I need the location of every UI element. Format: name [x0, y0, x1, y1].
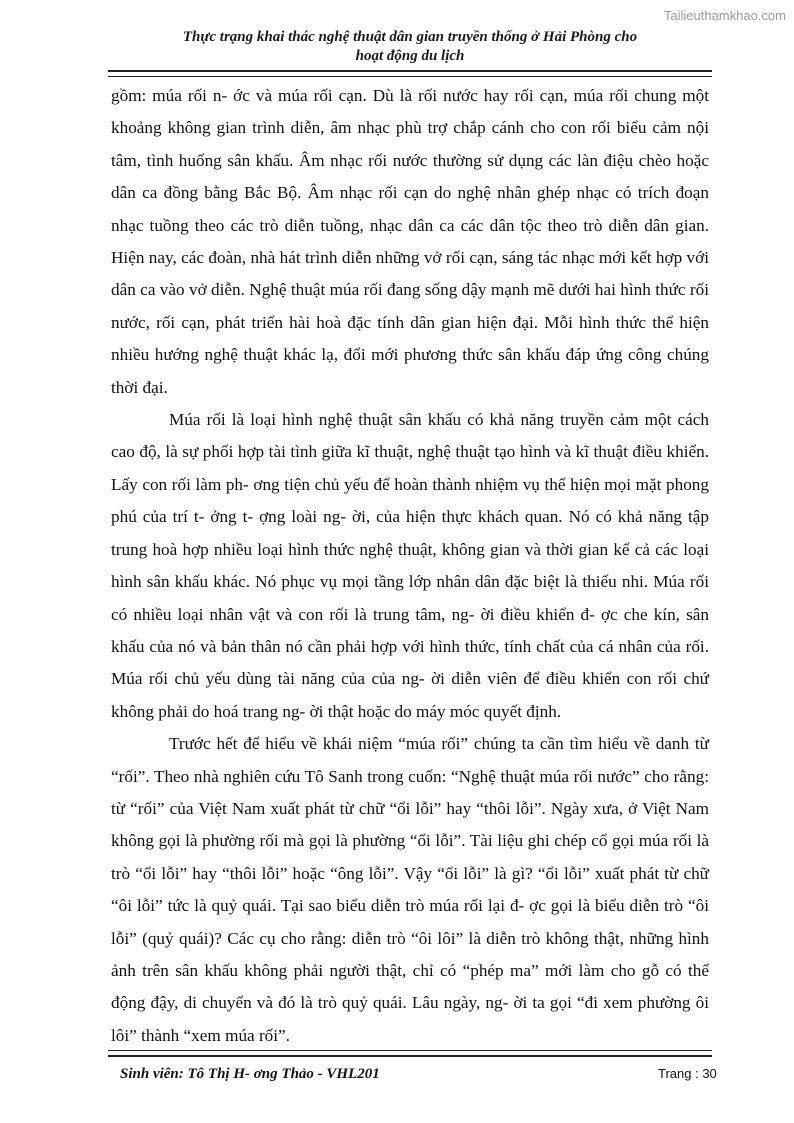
header-divider [108, 70, 712, 77]
paragraph-1: gồm: múa rối n- ớc và múa rối cạn. Dù là rối nước hay rối cạn, múa rối chung một khoảng không gian trình diễn, âm nhạc phù trợ chắp cánh cho con rối biểu cảm nội tâm, tình huống sân khấu. Âm nhạc rối nước thường sử dụng các làn điệu chèo hoặc dân ca đồng bằng Bắc Bộ. Âm nhạc rối cạn do nghệ nhân ghép nhạc có trích đoạn nhạc tuồng theo các trò diễn tuồng, nhạc dân ca các dân tộc theo trò diễn dân gian. Hiện nay, các đoàn, nhà hát trình diễn những vở rối cạn, sáng tác nhạc mới kết hợp với dân ca vào vở diễn. Nghệ thuật múa rối đang sống dậy mạnh mẽ dưới hai hình thức rối nước, rối cạn, phát triển hài hoà đặc tính dân gian hiện đại. Mỗi hình thức thể hiện nhiều hướng nghệ thuật khác lạ, đổi mới phương thức sân khấu đáp ứng công chúng thời đại. [111, 86, 709, 397]
paragraph-3: Trước hết để hiểu về khái niệm “múa rối” chúng ta cần tìm hiểu về danh từ “rối”. Theo nhà nghiên cứu Tô Sanh trong cuốn: “Nghệ thuật múa rối nước” cho rằng: từ “rối” của Việt Nam xuất phát từ chữ “ổi lỗi” hay “thôi lỗi”. Ngày xưa, ở Việt Nam không gọi là phường rối mà gọi là phường “ổi lỗi”. Tài liệu ghi chép cổ gọi múa rối là trò “ổi lỗi” hay “thôi lỗi” hoặc “ông lỗi”. Vậy “ổi lỗi” là gì? “ổi lỗi” xuất phát từ chữ “ôi lỗi” tức là quỷ quái. Tại sao biểu diễn trò múa rối lại đ- ợc gọi là biểu diễn trò “ôi lỗi” (quỷ quái)? Các cụ cho rằng: diễn trò “ôi lôi” là diễn trò không thật, những hình ảnh trên sân khấu không phải người thật, chỉ có “phép ma” mới làm cho gỗ có thể động đậy, di chuyển và đó là trò quỷ quái. Lâu ngày, ng- ời ta gọi “đi xem phường ôi lôi” thành “xem múa rối”. [111, 734, 709, 1045]
page-number: Trang : 30 [658, 1066, 717, 1081]
page-header [110, 28, 710, 66]
watermark-text: Tailieuthamkhao.com [663, 8, 786, 23]
footer-author: Sinh viên: Tô Thị H- ơng Thảo - VHL201 [120, 1066, 380, 1082]
document-body [111, 80, 709, 1052]
paragraph-2: Múa rối là loại hình nghệ thuật sân khấu có khả năng truyền cảm một cách cao độ, là sự phối hợp tài tình giữa kĩ thuật, nghệ thuật tạo hình và kĩ thuật điều khiển. Lấy con rối làm ph- ơng tiện chủ yếu để hoàn thành nhiệm vụ thể hiện mọi mặt phong phú của trí t- ởng t- ợng loài ng- ời, của hiện thực khách quan. Nó có khả năng tập trung hoà hợp nhiều loại hình thức nghệ thuật, không gian và thời gian kể cả các loại hình sân khấu khác. Nó phục vụ mọi tầng lớp nhân dân đặc biệt là thiếu nhi. Múa rối có nhiều loại nhân vật và con rối là trung tâm, ng- ời điều khiển đ- ợc che kín, sân khấu của nó và bản thân nó cần phải hợp với hình thức, tính chất của cá nhân của rối. Múa rối chủ yếu dùng tài năng của của ng- ời diễn viên để điều khiển con rối chứ không phải do hoá trang ng- ời thật hoặc do máy móc quyết định. [111, 410, 709, 721]
header-title-line1: Thực trạng khai thác nghệ thuật dân gian truyền thống ở Hải Phòng cho [182, 29, 638, 45]
header-title-line2: hoạt động du lịch [355, 48, 465, 64]
footer-divider [108, 1050, 712, 1057]
